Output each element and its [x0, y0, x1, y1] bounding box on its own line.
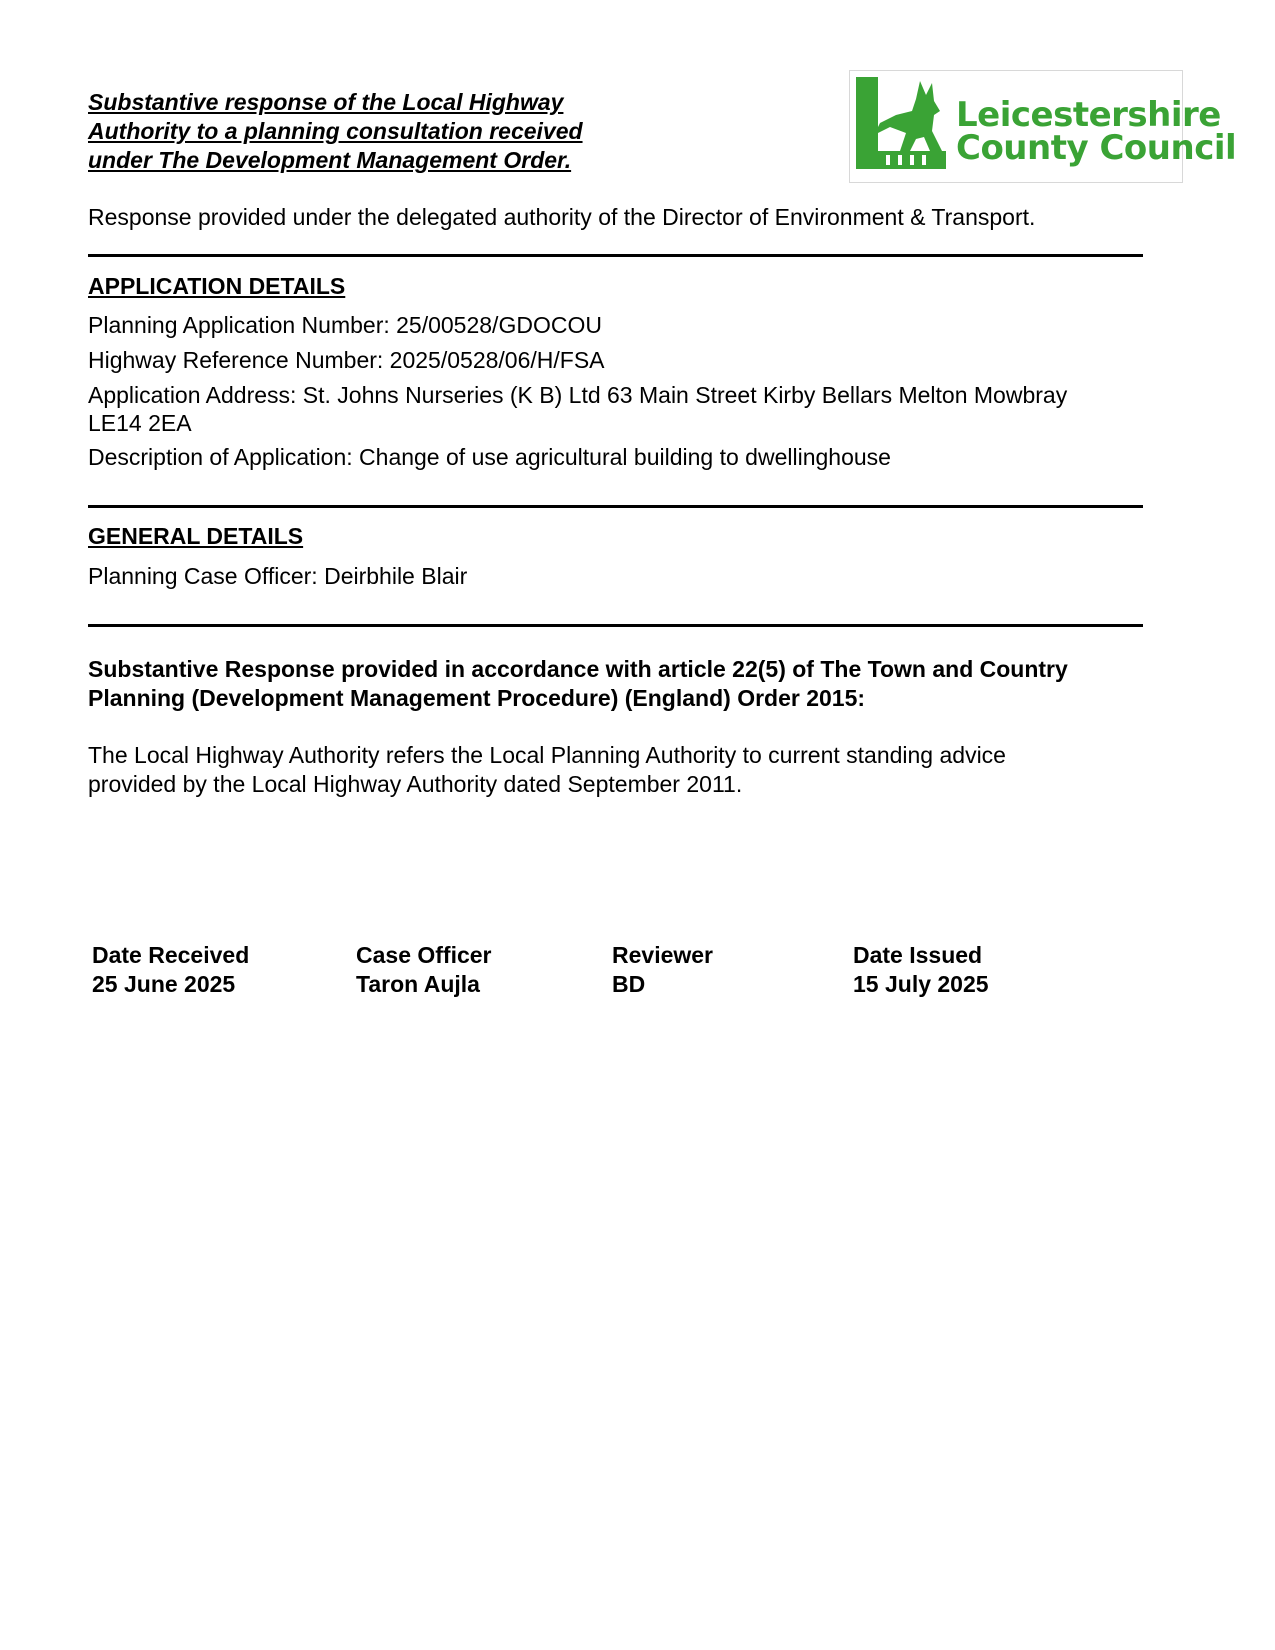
title-line-2: Authority to a planning consultation received — [88, 118, 583, 144]
logo-line-2: County Council — [956, 128, 1237, 168]
logo-line-1: Leicestershire — [956, 95, 1221, 135]
footer-value: Taron Aujla — [356, 971, 480, 997]
footer-value: BD — [612, 971, 646, 997]
planning-application-number: Planning Application Number: 25/00528/GDOCOU — [88, 312, 602, 338]
highway-reference-number: Highway Reference Number: 2025/0528/06/H/FSA — [88, 347, 605, 373]
footer-reviewer — [612, 941, 713, 999]
council-logo — [849, 70, 1237, 183]
divider — [88, 505, 1143, 508]
application-address-line-1: Application Address: St. Johns Nurseries (K B) Ltd 63 Main Street Kirby Bellars Melton Mowbray — [88, 382, 1068, 408]
title-line-1: Substantive response of the Local Highway — [88, 89, 564, 115]
planning-case-officer: Planning Case Officer: Deirbhile Blair — [88, 563, 468, 589]
application-description: Description of Application: Change of use agricultural building to dwellinghouse — [88, 444, 891, 470]
substantive-response-body-line-1: The Local Highway Authority refers the Local Planning Authority to current standing advice — [88, 742, 1006, 768]
title-line-3: under The Development Management Order. — [88, 147, 572, 173]
intro-text: Response provided under the delegated authority of the Director of Environment & Transport. — [88, 204, 1036, 230]
document-title — [88, 88, 688, 175]
footer-label: Date Received — [92, 942, 250, 968]
divider — [88, 624, 1143, 627]
footer-label: Reviewer — [612, 942, 714, 968]
footer-date-received — [92, 941, 249, 999]
footer-case-officer — [356, 941, 492, 999]
logo-text — [956, 95, 1237, 168]
general-details-heading: GENERAL DETAILS — [88, 523, 304, 549]
substantive-response-heading-line-1: Substantive Response provided in accordance with article 22(5) of The Town and Country — [88, 656, 1068, 682]
footer-label: Case Officer — [356, 942, 492, 968]
substantive-response-heading-line-2: Planning (Development Management Procedure) (England) Order 2015: — [88, 685, 866, 711]
footer-value: 25 June 2025 — [92, 971, 236, 997]
application-address-line-2: LE14 2EA — [88, 410, 192, 436]
fox-logo-icon — [850, 71, 960, 182]
footer-label: Date Issued — [853, 942, 983, 968]
footer-value: 15 July 2025 — [853, 971, 989, 997]
application-details-heading: APPLICATION DETAILS — [88, 273, 346, 299]
substantive-response-body-line-2: provided by the Local Highway Authority dated September 2011. — [88, 771, 743, 797]
footer-date-issued — [853, 941, 989, 999]
divider — [88, 254, 1143, 257]
